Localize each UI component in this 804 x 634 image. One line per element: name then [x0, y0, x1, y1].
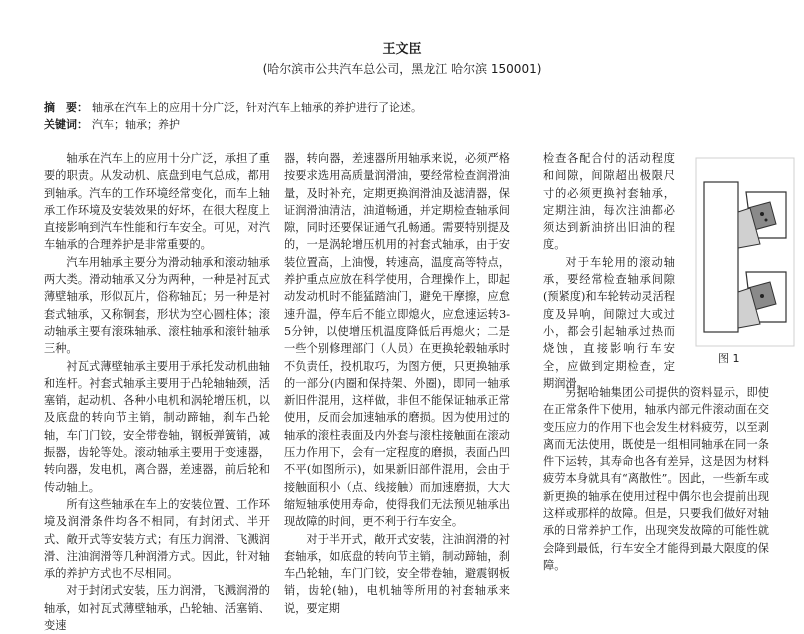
abstract-label: 摘 要： — [44, 101, 88, 114]
column-3-top-text — [543, 150, 675, 392]
author-affiliation: (哈尔滨市公共汽车总公司，黑龙江 哈尔滨 150001) — [262, 62, 542, 76]
bearing-figure — [690, 152, 800, 362]
keywords-text: 汽车；轴承；养护 — [92, 118, 180, 131]
body-column-2 — [284, 150, 510, 617]
paragraph: 衬瓦式薄壁轴承主要用于承托发动机曲轴和连杆。衬套式轴承主要用于凸轮轴轴颈，活塞销，起动机、各种小电机和涡轮增压机，以及底盘的转向节主销，制动蹄轴，刹车凸轮轴，车门门铰，安全带卷轴，钢板弹簧销，减振器，齿轮等处。滚动轴承主要用于变速器，转向器，发电机，离合器，差速器，前后轮和传动轴上。 — [44, 359, 270, 494]
paragraph: 轴承在汽车上的应用十分广泛，承担了重要的职责。从发动机、底盘到电气总成，都用到轴承。汽车的工作环境经常变化，而车上轴承工作环境及安装效果的好坏，在很大程度上直接影响到汽车性能和行车安全。可见，对汽车轴承的合理养护是非常重要的。 — [44, 152, 270, 252]
paragraph: 对于车轮用的滚动轴承，要经常检查轴承间隙(预紧度)和车轮转动灵活程度及异响，间隙过大或过小，都会引起轴承过热而烧蚀，直接影响行车安全，应做到定期检查，定期润滑。 — [543, 255, 675, 390]
paragraph: 汽车用轴承主要分为滑动轴承和滚动轴承两大类。滑动轴承又分为两种，一种是衬瓦式薄壁轴承，形似瓦片，俗称轴瓦；另一种是衬套式轴承，又称铜套，形状为空心圆柱体；滚动轴承主要有滚珠轴承、滚柱轴承和滚针轴承三种。 — [44, 255, 270, 356]
paragraph: 对于半开式，敞开式安装，注油润滑的衬套轴承，如底盘的转向节主销，制动蹄轴，刹车凸轮轴，车门门铰，安全带卷轴，避震钢板销，齿轮(轴)，电机轴等所用的衬套轴承来说，要定期 — [284, 532, 510, 615]
paragraph: 对于封闭式安装，压力润滑，飞溅润滑的轴承，如衬瓦式薄壁轴承，凸轮轴、活塞销、变速 — [44, 584, 270, 633]
abstract-block — [44, 99, 764, 133]
paragraph: 器，转向器，差速器所用轴承来说，必须严格按要求选用高质量润滑油，要经常检查润滑油量，及时补充，定期更换润滑油及滤清器，保证润滑油清洁，油道畅通，并定期检查轴承间隙，同时还要保证通气孔畅通。需要特别提及的，一是涡轮增压机用的衬套式轴承，由于安装位置高，上油慢，转速高，温度高等特点，养护重点应放在科学使用，合理操作上，即起动发动机时不能猛踏油门，避免干摩擦，应怠速升温，停车后不能立即熄火，应怠速运转3-5分钟，以使增压机温度降低后再熄火；二是一些个别修理部门（人员）在更换轮毂轴承时不负责任，投机取巧，为图方便，只更换轴承的一部分(内圈和保持架、外圈)，即同一轴承新旧件混用，这样做，非但不能保证轴承正常使用，反而会加速轴承的磨损。因为使用过的轴承的滚柱表面及内外套与滚柱接触面在滚动压力作用下，会有一定程度的磨损，表面凸凹不平(如图所示)，如果新旧部件混用，会由于接触面积小（点、线接触）而加速磨损，大大缩短轴承使用寿命，使得我们无法预见轴承出现故障的时间，更不利于行车安全。 — [284, 152, 510, 529]
column-3-bottom-text — [543, 384, 769, 574]
keywords-label: 关键词： — [44, 118, 88, 131]
abstract-line — [44, 99, 764, 116]
keywords-line — [44, 116, 764, 133]
tapered-bearing-cross-section-icon — [690, 152, 800, 352]
paragraph: 所有这些轴承在车上的安装位置、工作环境及润滑条件均各不相同，有封闭式、半开式、敞开式等安装方式；有压力润滑、飞溅润滑、注油润滑等几种润滑方式。因此，针对轴承的养护方式也不尽相同。 — [44, 497, 270, 581]
body-column-1 — [44, 150, 270, 634]
abstract-text: 轴承在汽车上的应用十分广泛，针对汽车上轴承的养护进行了论述。 — [92, 101, 422, 114]
author-name: 王文臣 — [382, 42, 422, 57]
paragraph: 检查各配合付的活动程度和间隙，间隙超出极限尺寸的必须更换衬套轴承，定期注油，每次注油都必须达到新油挤出旧油的程度。 — [543, 152, 675, 252]
figure-caption: 图 1 — [718, 352, 740, 365]
paragraph: 另据哈轴集团公司提供的资料显示，即使在正常条件下使用，轴承内部元件滚动面在交变压应力的作用下也会发生材料疲劳，以至剥离而无法使用，既使是一组相同轴承在同一条件下运转，其寿命也各有差异，这是因为材料疲劳本身就具有“离散性”。因此，一些新车或新更换的轴承在使用过程中偶尔也会提前出现这样或那样的故障。但是，只要我们做好对轴承的日常养护工作，出现突发故障的可能性就会降到最低，行车安全才能得到最大限度的保障。 — [543, 386, 769, 572]
